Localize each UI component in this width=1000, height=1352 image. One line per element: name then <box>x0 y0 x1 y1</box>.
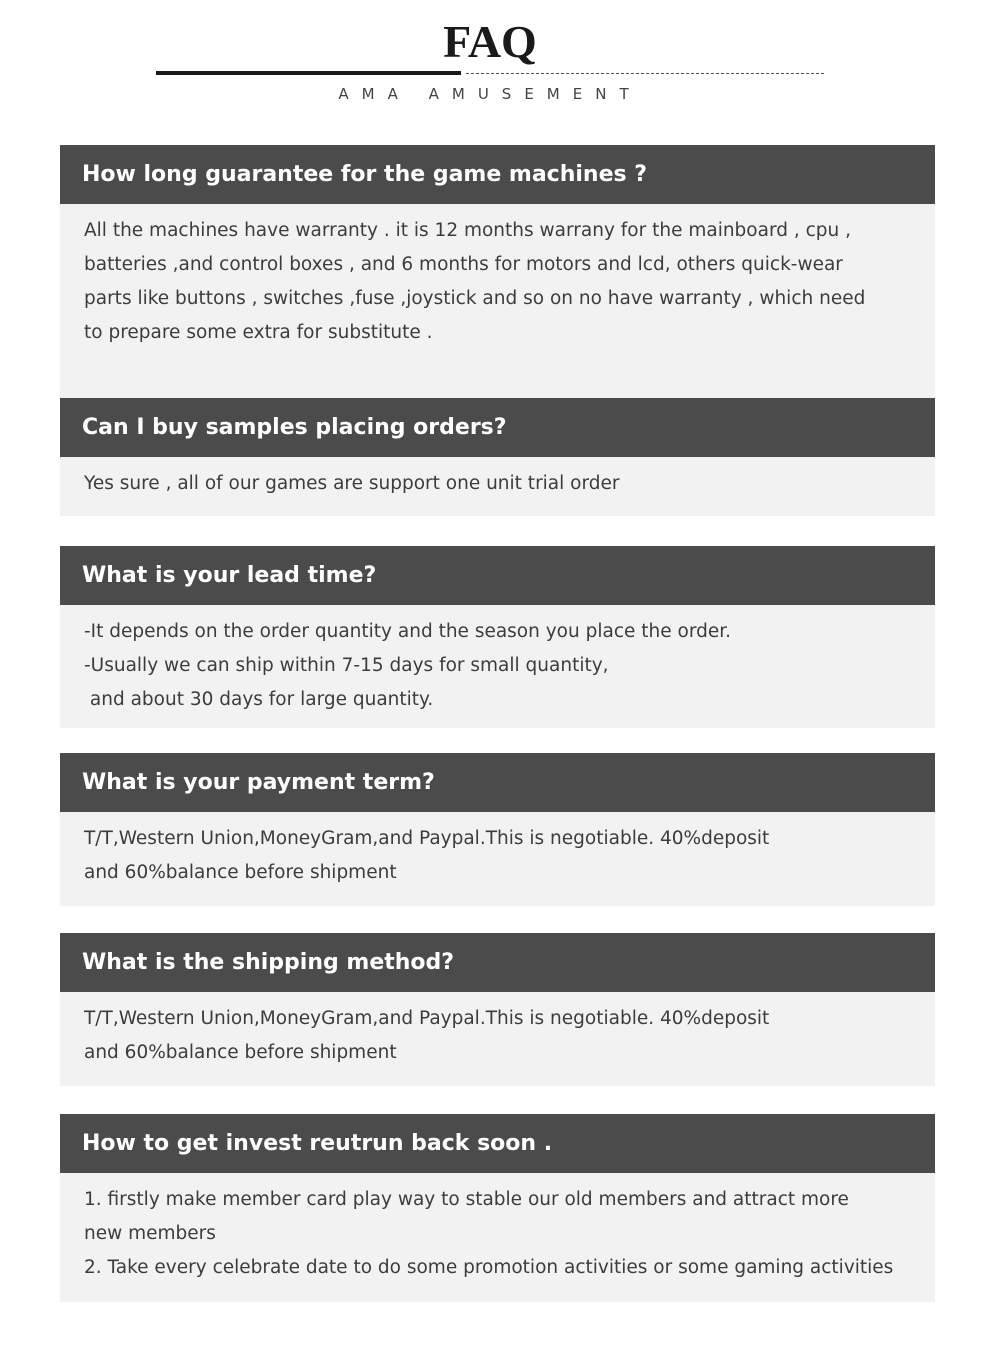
faq-item-guarantee <box>60 145 935 398</box>
answer-line: T/T,Western Union,MoneyGram,and Paypal.This is negotiable. 40%deposit <box>84 1008 770 1029</box>
answer-line: and 60%balance before shipment <box>84 862 397 883</box>
faq-item-shipping <box>60 933 935 1086</box>
faq-item-payment <box>60 753 935 906</box>
faq-item-samples <box>60 398 935 516</box>
title-underline-dashed <box>466 73 824 74</box>
answer-line: Yes sure , all of our games are support one unit trial order <box>84 473 620 494</box>
answer-line: batteries ,and control boxes , and 6 months for motors and lcd, others quick-wear <box>84 254 843 275</box>
answer-line: to prepare some extra for substitute . <box>84 322 433 343</box>
answer-line: and 60%balance before shipment <box>84 1042 397 1063</box>
answer-line: parts like buttons , switches ,fuse ,joystick and so on no have warranty , which need <box>84 288 866 309</box>
faq-answer <box>60 457 935 516</box>
answer-line: and about 30 days for large quantity. <box>84 689 434 710</box>
faq-question: What is your payment term? <box>60 753 935 812</box>
faq-answer <box>60 1173 935 1302</box>
answer-line: -Usually we can ship within 7-15 days for small quantity, <box>84 655 609 676</box>
faq-question: What is your lead time? <box>60 546 935 605</box>
faq-answer <box>60 812 935 906</box>
faq-answer <box>60 992 935 1086</box>
faq-question: What is the shipping method? <box>60 933 935 992</box>
answer-line: T/T,Western Union,MoneyGram,and Paypal.This is negotiable. 40%deposit <box>84 828 770 849</box>
faq-question: How to get invest reutrun back soon . <box>60 1114 935 1173</box>
answer-line: All the machines have warranty . it is 12 months warrany for the mainboard , cpu , <box>84 220 852 241</box>
answer-line: 2. Take every celebrate date to do some promotion activities or some gaming activities <box>84 1257 894 1278</box>
page-title: FAQ <box>443 16 537 67</box>
brand-subtitle: AMA AMUSEMENT <box>338 85 642 103</box>
faq-item-invest-return <box>60 1114 935 1302</box>
answer-line: -It depends on the order quantity and the season you place the order. <box>84 621 732 642</box>
faq-question: How long guarantee for the game machines ? <box>60 145 935 204</box>
faq-answer <box>60 204 935 398</box>
faq-question: Can I buy samples placing orders? <box>60 398 935 457</box>
answer-line: new members <box>84 1223 216 1244</box>
answer-line: 1. firstly make member card play way to stable our old members and attract more <box>84 1189 849 1210</box>
page-header <box>0 0 1000 120</box>
faq-answer <box>60 605 935 728</box>
faq-item-lead-time <box>60 546 935 728</box>
title-underline-solid <box>156 71 461 75</box>
